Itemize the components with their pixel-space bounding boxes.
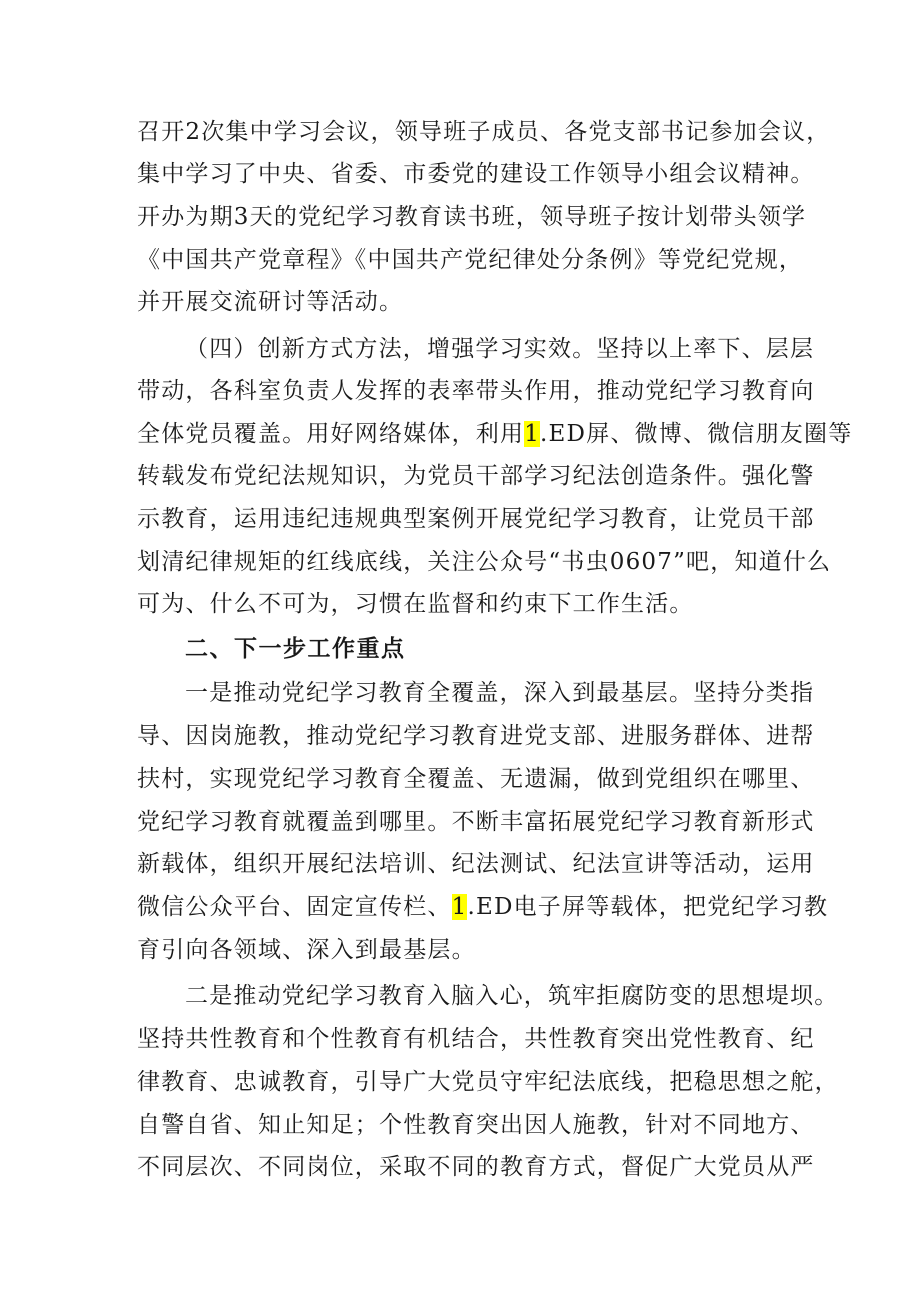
text-line: 导、因岗施教，推动党纪学习教育进党支部、进服务群体、进帮 xyxy=(137,723,815,749)
text-line: 可为、什么不可为，习惯在监督和约束下工作生活。 xyxy=(137,591,694,617)
text-line: 党纪学习教育就覆盖到哪里。不断丰富拓展党纪学习教育新形式 xyxy=(137,809,815,835)
text-line: 坚持共性教育和个性教育有机结合，共性教育突出党性教育、纪 xyxy=(137,1026,815,1052)
text-line-with-highlight xyxy=(137,418,852,450)
text-line: 召开2次集中学习会议，领导班子成员、各党支部书记参加会议， xyxy=(137,119,831,145)
text-line: 自警自省、知止知足；个性教育突出因人施教，针对不同地方、 xyxy=(137,1112,815,1138)
text-line: 《中国共产党章程》《中国共产党纪律处分条例》等党纪党规， xyxy=(137,247,804,273)
text-line: 带动，各科室负责人发挥的表率带头作用，推动党纪学习教育向 xyxy=(137,378,815,404)
text-segment: 全体党员覆盖。用好网络媒体，利用 xyxy=(137,421,525,447)
text-line: 转载发布党纪法规知识，为党员干部学习纪法创造条件。强化警 xyxy=(137,463,815,489)
text-segment: .ED屏、微博、微信朋友圈等 xyxy=(540,421,853,447)
text-line: 不同层次、不同岗位，采取不同的教育方式，督促广大党员从严 xyxy=(137,1154,815,1180)
paragraph-first-line: 一是推动党纪学习教育全覆盖，深入到最基层。坚持分类指 xyxy=(185,680,815,706)
text-line: 育引向各领域、深入到最基层。 xyxy=(137,937,476,963)
text-line: 划清纪律规矩的红线底线，关注公众号“书虫0607”吧，知道什么 xyxy=(137,549,832,575)
highlighted-text: 1 xyxy=(451,894,468,920)
text-segment: .ED电子屏等载体，把党纪学习教 xyxy=(467,894,829,920)
paragraph-first-line: 二是推动党纪学习教育入脑入心，筑牢拒腐防变的思想堤坝。 xyxy=(185,983,839,1009)
section-four-line: （四）创新方式方法，增强学习实效。坚持以上率下、层层 xyxy=(185,336,815,362)
text-line-with-highlight xyxy=(137,891,828,923)
text-segment: 微信公众平台、固定宣传栏、 xyxy=(137,894,452,920)
text-line: 新载体，组织开展纪法培训、纪法测试、纪法宣讲等活动，运用 xyxy=(137,851,815,877)
text-line: 开办为期3天的党纪学习教育读书班，领导班子按计划带头领学 xyxy=(137,204,807,230)
text-line: 律教育、忠诚教育，引导广大党员守牢纪法底线，把稳思想之舵， xyxy=(137,1069,839,1095)
highlighted-text: 1 xyxy=(524,421,541,447)
text-line: 示教育，运用违纪违规典型案例开展党纪学习教育，让党员干部 xyxy=(137,506,815,532)
text-line: 扶村，实现党纪学习教育全覆盖、无遗漏，做到党组织在哪里、 xyxy=(137,766,815,792)
text-line: 并开展交流研讨等活动。 xyxy=(137,289,404,315)
section-heading: 二、下一步工作重点 xyxy=(185,636,406,662)
text-line: 集中学习了中央、省委、市委党的建设工作领导小组会议精神。 xyxy=(137,161,815,187)
